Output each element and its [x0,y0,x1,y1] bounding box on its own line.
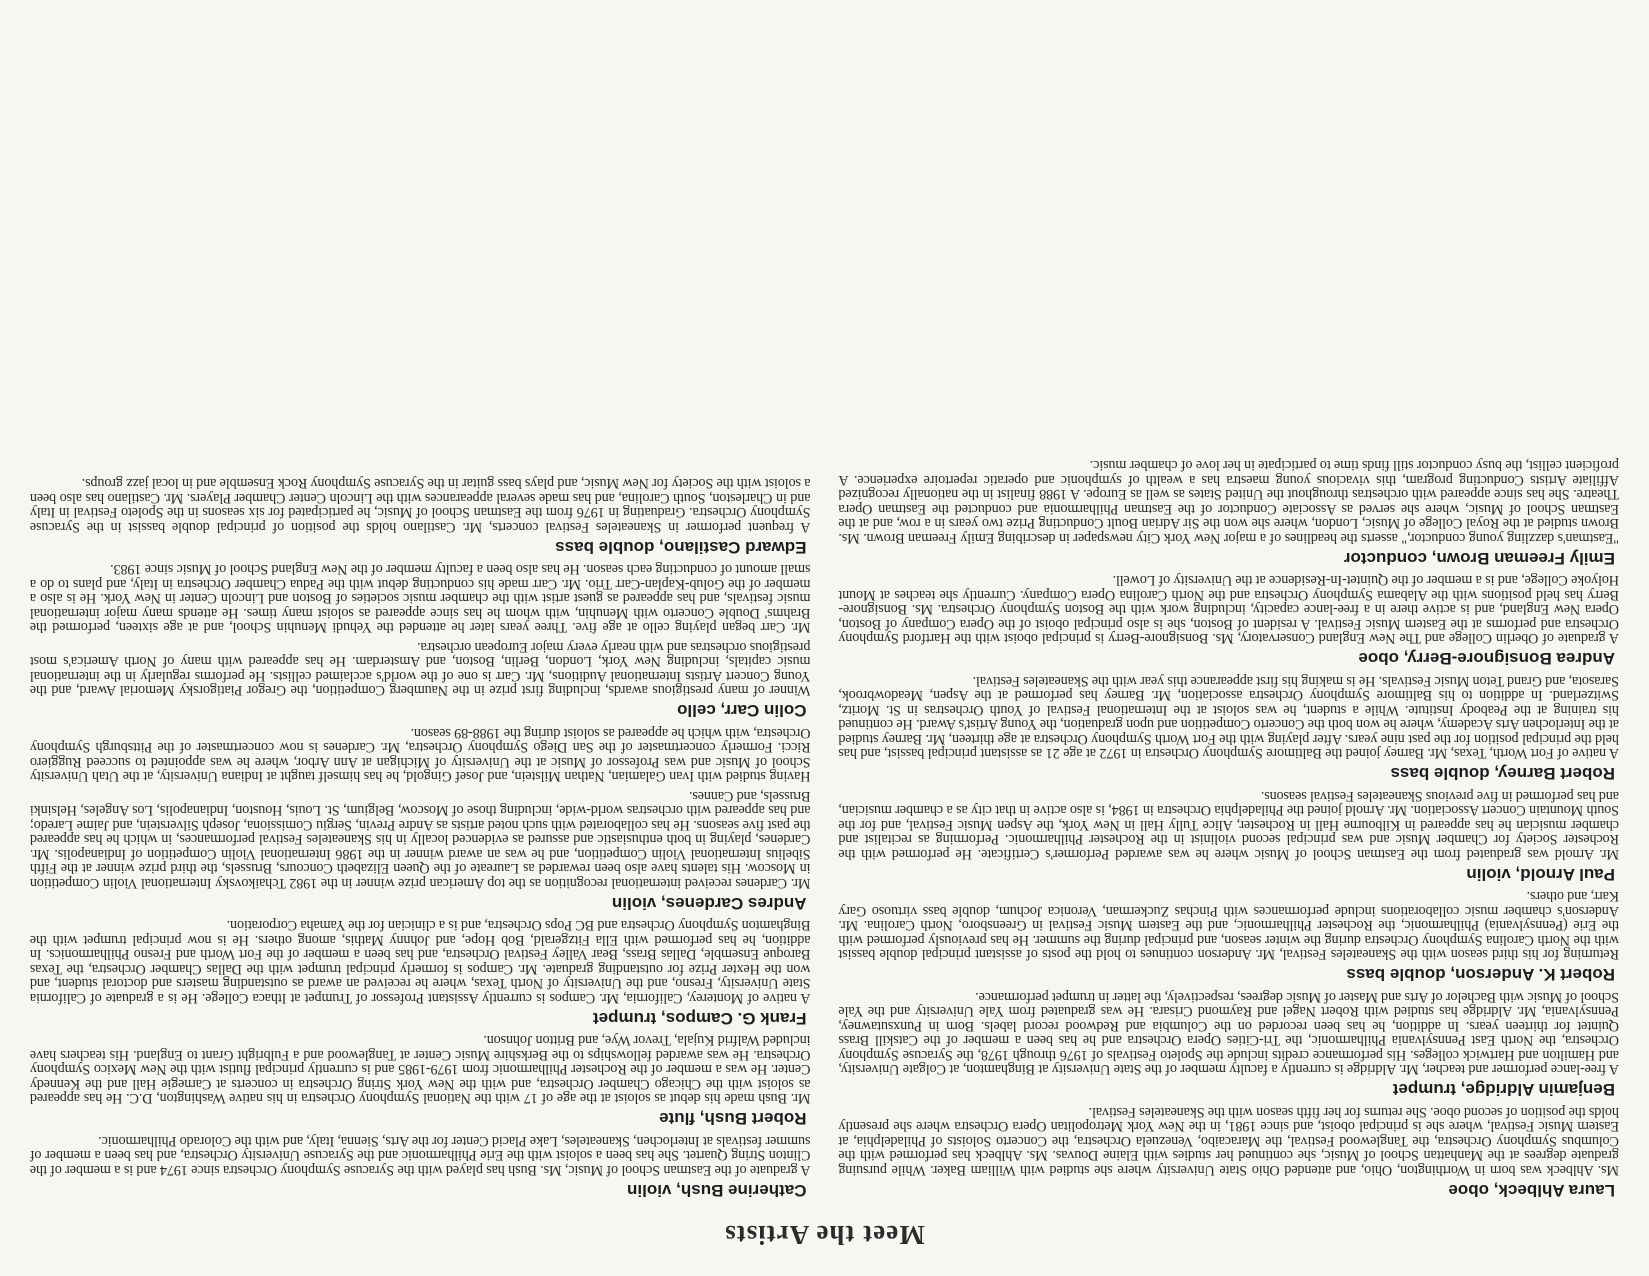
artist-bio [30,726,811,784]
artist-bio-text: A native of Monterey, California, Mr. Campos is currently Assistant Professor of Trumpet at Ithaca College. He is a graduate of California State University, Fresno, and the University of North Texas, where he received an award as outstanding masters and doctoral student, and won the Hexter Prize for outstanding graduate. Mr. Campos is formerly principal trumpet with the Dallas Chamber Orchestra, the Texas Baroque Ensemble, Dallas Brass, Bear Valley Festival Orchestra, and has been a member of the Fort Worth and Fresno Philharmonics. In addition, he has performed with Ella Fitzgerald, Bob Hope, and Johnny Mathis, among others. He is now principal trumpet with the Binghamton Symphony Orchestra and BC Pops Orchestra, and is a clinician for the Yamaha Corporation. [30,917,811,1006]
artist-name-heading: Frank G. Campos, trumpet [593,1009,807,1028]
artist-bio [30,640,811,721]
artist-bio [30,1033,811,1129]
artist-bio-text: Ms. Ahlbeck was born in Worthington, Ohio, and attended Ohio State University where she studied with William Baker. While pursuing graduate degrees at the Manhattan School of Music, she continued her studies with Elaine Douvas. Ms. Ahlbeck has performed with the Columbus Symphony Orchestra, the Tanglewood Festival, the Maracaibo, Venezuela Orchestra, the Concerto Soloists of Philadelphia, at Eastern Music Festival, where she is principal oboist, and since 1981, in the New York Metropolitan Opera Orchestra where she presently holds the position of second oboe. She returns for her fifth season with the Skaneateles Festival. [838,1104,1619,1178]
bio-columns [30,24,1619,1204]
artist-bio [30,562,811,635]
artist-bio [839,573,1620,669]
artist-name-heading: Edward Castilano, double bass [555,538,807,557]
artist-bio-text: A graduate of Oberlin College and The New England Conservatory, Ms. Bonsignore-Berry is principal oboist with the Hartford Symphony Orchestra and performs at the Eastern Music Festival. A resident of Boston, she is also principal oboist of the Opera Company of Boston, Opera New England, and is active there in a free-lance capacity, including work with the Boston Symphony Orchestra. Ms. Bonsignore-Berry has held positions with the Alabama Symphony Orchestra and the North Carolina Opera Company. Currently she teaches at Mount Holyoke College, and is a member of the Quintet-In-Residence at the University of Lowell. [838,572,1619,647]
right-column [30,24,811,1204]
artist-bio [30,476,811,557]
artist-bio-text: Returning for his third season with the Skaneateles Festival, Mr. Anderson continues to hold the posts of assistant principal double bassist with the North Carolina Symphony Orchestra during the winter season, and principal during the summer. He has previously performed with the Erie (Pennsylvania) Philharmonic, the Rochester Philharmonic, and the Eastern Music Festival in Greensboro, North Carolina. Mr. Anderson's chamber music collaborations include performances with Pinchas Zuckerman, Veronica Jochum, double bass virtuoso Gary Karr, and others. [838,888,1619,963]
artist-bio-text: A native of Fort Worth, Texas, Mr. Barney joined the Baltimore Symphony Orchestra in 1972 at age 21 as assistant principal bassist, and has held the principal position for the past nine years. After playing with the Fort Worth Symphony Orchestra at age thirteen, Mr. Barney studied at the Interlochen Arts Academy, where he won both the Concerto Competition and upon graduation, the Young Artist's Award. He continued his training at the Peabody Institute. While a student, he was soloist at the International Festival of Youth Orchestras in St. Moritz, Switzerland. In addition to his Baltimore Symphony Orchestra association, Mr. Barney has performed at the Aspen, Meadowbrook, Sarasota, and Grand Teton Music Festivals. He is making his first appearance this year with the Skaneateles Festival. [838,673,1619,762]
artist-name-heading: Paul Arnold, violin [1466,865,1615,884]
page-title: Meet the Artists [724,1220,925,1250]
artist-bio-text: Mr. Arnold was graduated from the Eastman School of Music where he was awarded Performer's Certificate. He performed with the Rochester Society for Chamber Music and was principal second violinist in the Rochester Philharmonic. Performing as recitalist and chamber musician he has appeared in Kilbourne Hall in Rochester, Alice Tully Hall in New York, the Aspen Music Festival, and for the South Mountain Concert Association. Mr. Arnold joined the Philadelphia Orchestra in 1984, is also active in that city as a chamber musician, and has performed in five previous Skaneateles Festival seasons. [838,788,1619,862]
artist-name-heading: Robert K. Anderson, double bass [1346,965,1615,985]
artist-bio-text: A free-lance performer and teacher, Mr. Aldridge is currently a faculty member of the State University at Binghamton, at Colgate University, and Hamilton and Hartwick colleges. His performance credits include the Spoleto Festivals of 1976 through 1978, the Syracuse Symphony Orchestra, the North East Pennsylvania Philharmonic, the Tri-Cities Opera Orchestra and he has been a member of the Catskill Brass Quintet for thirteen years. In addition, he has been recorded on the Columbia and Redwood record labels. Born in Punxsutawney, Pennsylvania, Mr. Aldridge has studied with Robert Nagel and Raymond Crisara. He was graduated from Yale University and the Yale School of Music with Bachelor of Arts and Master of Music degrees, respectively, the latter in trumpet performance. [838,989,1619,1078]
artist-name-heading: Catherine Bush, violin [627,1181,807,1200]
artist-bio [30,1134,811,1201]
artist-bio [839,674,1620,784]
artist-bio [839,458,1620,568]
artist-name-heading: Laura Ahlbeck, oboe [1448,1181,1615,1200]
artist-bio-text: "Eastman's dazzling young conductor," asserts the headlines of a major New York City newspaper in describing Emily Freeman Brown. Ms. Brown studied at the Royal College of Music, London, where she won the Sir Adrian Boult Conducting Prize two years in a row, and at the Eastman School of Music, where she served as Associate Conductor of the Eastman Philharmonia and conducted the Eastman Opera Theatre. She has since appeared with orchestras throughout the United States as well as Europe. A 1988 finalist in the nationally recognized Affiliate Artists Conducting program, this vivacious young maestra has a wealth of symphonic and operatic repertoire experience. A proficient cellist, the busy conductor still finds time to participate in her love of chamber music. [838,457,1619,546]
artist-bio-text: Winner of many prestigious awards, including first prize in the Naumberg Competition, the Gregor Piatigorsky Memorial Award, and the Young Concert Artists International Auditions, Mr. Carr is one of the world's acclaimed cellists. He performs regularly in the international music capitals, including New York, London, Berlin, Boston, and Amsterdam. He has appeared with many of North America's most prestigious orchestras and with nearly every major European orchestra. [30,639,811,699]
artist-bio-text: Mr. Cardenes received international recognition as the top American prize winner in the 1982 Tchaikovsky International Violin Competition in Moscow. His talents have also been rewarded as Laureate of the Queen Elizabeth Concours, Brussels, the third prize winner at the Fifth Sibelius International Violin Competition, and he was an award winner in the 1986 International Violin Competition of Indianapolis. Mr. Cardenes, playing in both enthusiastic and assured as evidenced locally in his Skaneateles Festival performances, in which he has appeared the past five seasons. He has collaborated with such noted artists as Andre Previn, Sergiu Comissiona, Joseph Silverstein, and Jaime Laredo; and has appeared with orchestras world-wide, including those of Moscow, Belgium, St. Louis, Houston, Indianapolis, Los Angeles, Helsinki Brussels, and Cannes. [30,788,811,891]
artist-name-heading: Benjamin Aldridge, trumpet [1392,1080,1615,1100]
artist-name-heading: Robert Barney, double bass [1390,764,1615,784]
artist-bio [839,990,1620,1100]
artist-name-heading: Emily Freeman Brown, conductor [1343,549,1615,568]
artist-bio-text: A frequent performer in Skaneateles Festival concerts, Mr. Castilano holds the position of principal double bassist in the Syracuse Symphony Orchestra. Graduating in 1976 from the Eastman School of Music, he participated for six seasons in the Spoleto Festival in Italy and in Charleston, South Carolina, and has made several appearances with the Lincoln Center Chamber Players. Mr. Castilano has also been a soloist with the Society for New Music, and plays bass guitar in the Syracuse Symphony Rock Ensemble and in local jazz groups. [30,475,811,535]
artist-bio [30,918,811,1028]
artist-bio-text: A graduate of the Eastman School of Music, Ms. Bush has played with the Syracuse Symphony Orchestra since 1974 and is a member of the Clinton String Quartet. She has been a soloist with the Erie Philharmonic and the Syracuse University Orchestra, and has been a member of summer festivals at Interlochen, Skaneateles, Lake Placid Center for the Arts, Sienna, Italy, and with the Colorado Philharmonic. [30,1133,811,1178]
left-column [839,24,1620,1204]
artist-bio [839,1105,1620,1201]
artist-name-heading: Robert Bush, flute [659,1109,807,1129]
artist-bio [839,789,1620,885]
artist-bio-text: Mr. Carr began playing cello at age five. Three years later he attended the Yehudi Menuhin School, and at age sixteen, performed the Brahms' Double Concerto with Menuhin, with whom he has since appeared as soloist many times. He attends many major international music festivals, and has appeared as guest artist with the chamber music societies of Boston and Lincoln Center in New York. He is also a member of the Golub-Kaplan-Carr Trio. Mr. Carr made his conducting debut with the Padua Chamber Orchestra in Italy, and plans to do a small amount of conducting each season. He has also been a faculty member of the New England School of Music since 1983. [30,561,811,636]
artist-bio-text: Having studied with Ivan Galamian, Nathan Milstein, and Josef Gingold, he has himself taught at Indiana University, at the Utah University School of Music and was Professor of Music at the University of Michigan at Ann Arbor, where he was appointed to succeed Ruggiero Ricci. Formerly concertmaster of the San Diego Symphony Orchestra, Mr. Cardenes is now concertmaster of the Pittsburgh Symphony Orchestra, with which he appeared as soloist during the 1988-89 season. [30,725,811,785]
artist-bio-text: Mr. Bush made his debut as soloist at the age of 17 with the National Symphony Orchestra in his native Washington, D.C. He has appeared as soloist with the Chicago Chamber Orchestra, and with the New York String Orchestra in concerts at Carnegie Hall and the Kennedy Center. He was a member of the Rochester Philharmonic from 1979-1985 and is currently principal flutist with the New Mexico Symphony Orchestra. He was awarded fellowships to the Berkshire Music Center at Tanglewood and a Fulbright Grant to England. His teachers have included Walfrid Kujala, Trevor Wye, and Britton Johnson. [30,1032,811,1107]
artist-bio [839,889,1620,985]
artist-name-heading: Colin Carr, cello [677,701,807,721]
artist-name-heading: Andrea Bonsignore-Berry, oboe [1358,649,1615,669]
artist-name-heading: Andres Cardenes, violin [611,894,807,913]
artist-bio [30,789,811,914]
